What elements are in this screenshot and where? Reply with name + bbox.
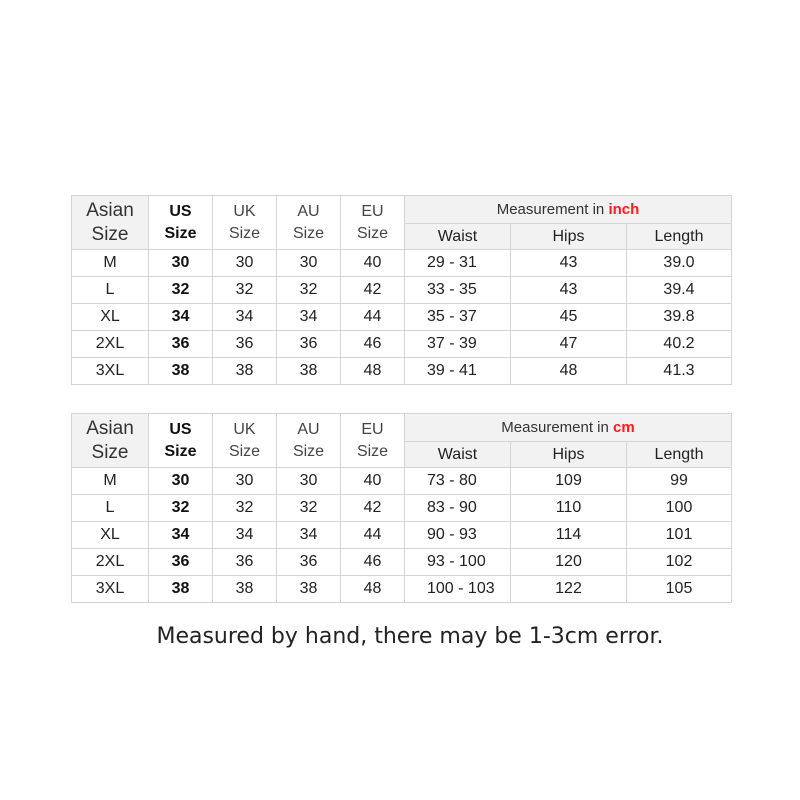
measurement-note: Measured by hand, there may be 1-3cm error. [156,624,664,649]
header-waist: Waist [405,224,511,250]
table-row: M 30 30 30 40 29 - 31 43 39.0 [72,250,732,277]
table-row: 2XL 36 36 36 46 37 - 39 47 40.2 [72,331,732,358]
table-row: L 32 32 32 42 83 - 90 110 100 [72,495,732,522]
header-au-size: AU Size [277,414,341,468]
header-au-size: AU Size [277,196,341,250]
header-measurement [405,414,732,442]
header-length: Length [627,224,732,250]
table-row: 2XL 36 36 36 46 93 - 100 120 102 [72,549,732,576]
measurement-prefix: Measurement in [496,200,605,218]
measurement-prefix: Measurement in [501,418,609,436]
measurement-unit: inch [608,200,640,218]
header-uk-size: UK Size [213,414,277,468]
header-eu-size: EU Size [341,196,405,250]
table-row: XL 34 34 34 44 35 - 37 45 39.8 [72,304,732,331]
header-hips: Hips [511,442,627,468]
size-table-inch [71,195,732,385]
table-row: L 32 32 32 42 33 - 35 43 39.4 [72,277,732,304]
header-eu-size: EU Size [341,414,405,468]
header-hips: Hips [511,224,627,250]
table-row: 3XL 38 38 38 48 100 - 103 122 105 [72,576,732,603]
table-row: 3XL 38 38 38 48 39 - 41 48 41.3 [72,358,732,385]
header-us-size: US Size [149,196,213,250]
header-asian-size: Asian Size [72,414,149,468]
header-asian-size: Asian Size [72,196,149,250]
table-row: XL 34 34 34 44 90 - 93 114 101 [72,522,732,549]
header-us-size: US Size [149,414,213,468]
header-waist: Waist [405,442,511,468]
size-table-cm [71,413,732,603]
table-row: M 30 30 30 40 73 - 80 109 99 [72,468,732,495]
measurement-unit: cm [613,418,635,436]
header-length: Length [627,442,732,468]
header-measurement [405,196,732,224]
header-uk-size: UK Size [213,196,277,250]
